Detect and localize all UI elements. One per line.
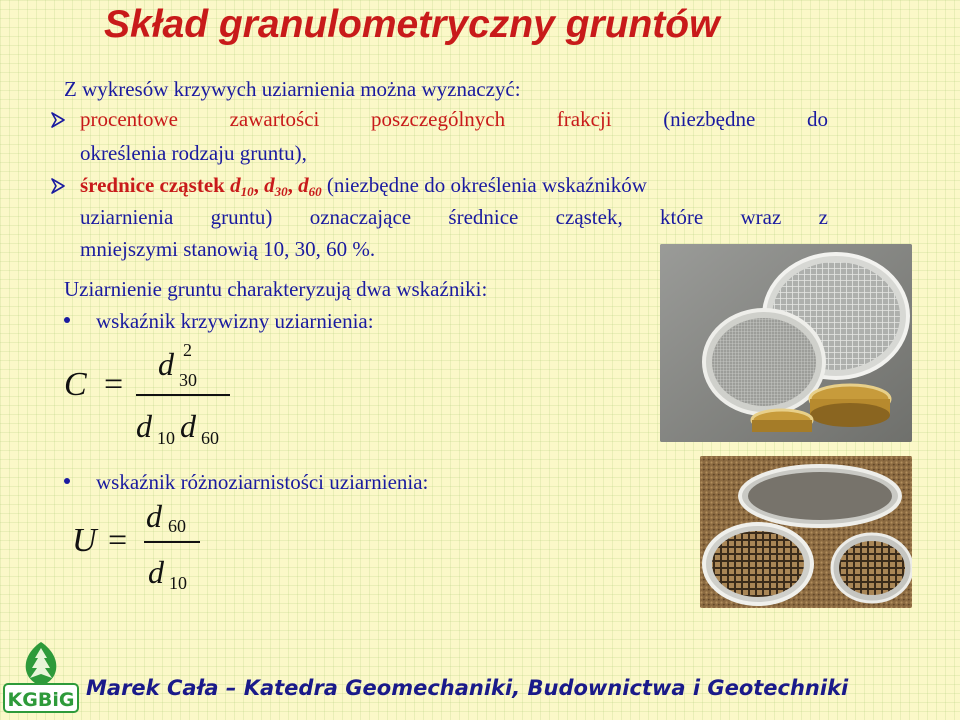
bullet2-word: uziarnienia: [80, 205, 174, 229]
d30-symbol: $d_{30}$: [264, 173, 288, 199]
svg-text:KGBiG: KGBiG: [7, 689, 75, 711]
bullet2-word: gruntu): [210, 205, 273, 229]
bullet2-word: średnice: [448, 205, 519, 229]
formula-u-lhs: U: [72, 522, 97, 559]
indices-intro: Uziarnienie gruntu charakteryzują dwa wskaźniki:: [64, 277, 488, 301]
uniformity-index-label: wskaźnik różnoziarnistości uziarnienia:: [96, 470, 429, 494]
d10-symbol: $d_{10}$: [230, 173, 254, 199]
bullet2-line2: [80, 204, 828, 230]
formula-u-den-d: d: [148, 554, 164, 590]
bullet2-word: które: [660, 205, 704, 229]
bullet2-line3: mniejszymi stanowią 10, 30, 60 %.: [80, 237, 376, 261]
formula-c-equals: =: [104, 366, 124, 403]
dot-bullet-icon: [64, 317, 70, 323]
footer-author-department: Marek Cała – Katedra Geomechaniki, Budownictwa i Geotechniki: [86, 676, 849, 700]
formula-c-den-sub2: 60: [201, 428, 219, 448]
sieves-with-soil-photo: [700, 456, 912, 608]
formula-u-equals: =: [108, 522, 128, 559]
bullet1-word: (niezbędne: [663, 107, 756, 131]
formula-c-lhs: C: [64, 366, 87, 403]
bullet2-line1: średnice cząstek $d_{10}$, $d_{30}$, $d_{60}$ (niezbędne do określenia wskaźników: [80, 173, 647, 199]
formula-u-fraction-bar: [144, 541, 200, 543]
curvature-index-label: wskaźnik krzywizny uziarnienia:: [96, 309, 374, 333]
formula-u-num-sub: 60: [168, 516, 186, 536]
bullet1-red-word: zawartości: [229, 107, 320, 131]
sieve-stack-photo: [660, 244, 912, 442]
bullet1-line2: określenia rodzaju gruntu),: [80, 141, 307, 165]
bullet2-rest: (niezbędne do określenia wskaźników: [326, 173, 647, 197]
bullet1-red-word: frakcji: [556, 107, 612, 131]
dot-bullet-icon: [64, 478, 70, 484]
arrow-bullet-icon: [50, 112, 66, 128]
arrow-bullet-icon: [50, 178, 66, 194]
d60-symbol: $d_{60}$: [298, 173, 322, 199]
formula-c-fraction-bar: [136, 394, 230, 396]
bullet1-line1: [80, 106, 828, 132]
bullet2-word: wraz: [740, 205, 782, 229]
bullet1-red-word: poszczególnych: [371, 107, 506, 131]
bullet2-lead: średnice cząstek: [80, 173, 225, 197]
kgbig-logo: [2, 640, 80, 714]
intro-text: Z wykresów krzywych uziarnienia można wyznaczyć:: [64, 77, 521, 101]
formula-c-num-sup: 2: [183, 340, 192, 360]
formula-c-num-d: d: [158, 346, 174, 382]
bullet2-word: oznaczające: [309, 205, 412, 229]
formula-c-den-sub1: 10: [157, 428, 175, 448]
bullet2-word: cząstek,: [555, 205, 623, 229]
page-title: Skład granulometryczny gruntów: [104, 3, 720, 46]
formula-u-num-d: d: [146, 498, 162, 534]
bullet1-red-word: procentowe: [80, 107, 178, 131]
formula-u-den-sub: 10: [169, 573, 187, 593]
bullet2-word: z: [818, 205, 828, 229]
formula-c-den-d1: d: [136, 408, 152, 444]
formula-c-num-sub: 30: [179, 370, 197, 390]
formula-c-den-d2: d: [180, 408, 196, 444]
bullet1-word: do: [806, 107, 828, 131]
